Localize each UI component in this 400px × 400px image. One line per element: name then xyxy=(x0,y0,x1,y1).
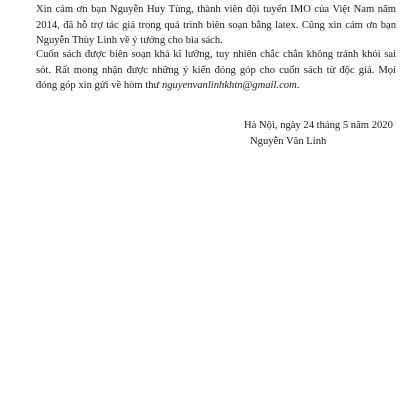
acknowledgement-paragraph: Xin cảm ơn bạn Nguyễn Huy Tùng, thành viên đội tuyển IMO của Việt Nam năm 2014, đã hỗ trợ tác giả trong quá trình biên soạn bằng latex. Cũng xin cảm ơn bạn Nguyễn Thùy Linh về ý tưởng cho bìa sách. xyxy=(36,4,396,47)
author-name: Nguyễn Văn Linh xyxy=(250,135,327,147)
contact-email: nguyenvanlinhkhtn@gmail.com xyxy=(161,80,297,92)
signature-block xyxy=(244,118,393,149)
feedback-end-punctuation: . xyxy=(296,80,300,92)
place-date: Hà Nội, ngày 24 tháng 5 năm 2020 xyxy=(244,120,393,131)
feedback-paragraph xyxy=(36,47,396,94)
feedback-text: Cuốn sách được biên soạn khá kĩ lưỡng, tuy nhiên chắc chắn không tránh khỏi sai sót. Rất mong nhận được những ý kiến đóng góp cho cuốn sách từ độc giả. Mọi đóng góp xin gửi về hòm thư xyxy=(36,49,396,92)
